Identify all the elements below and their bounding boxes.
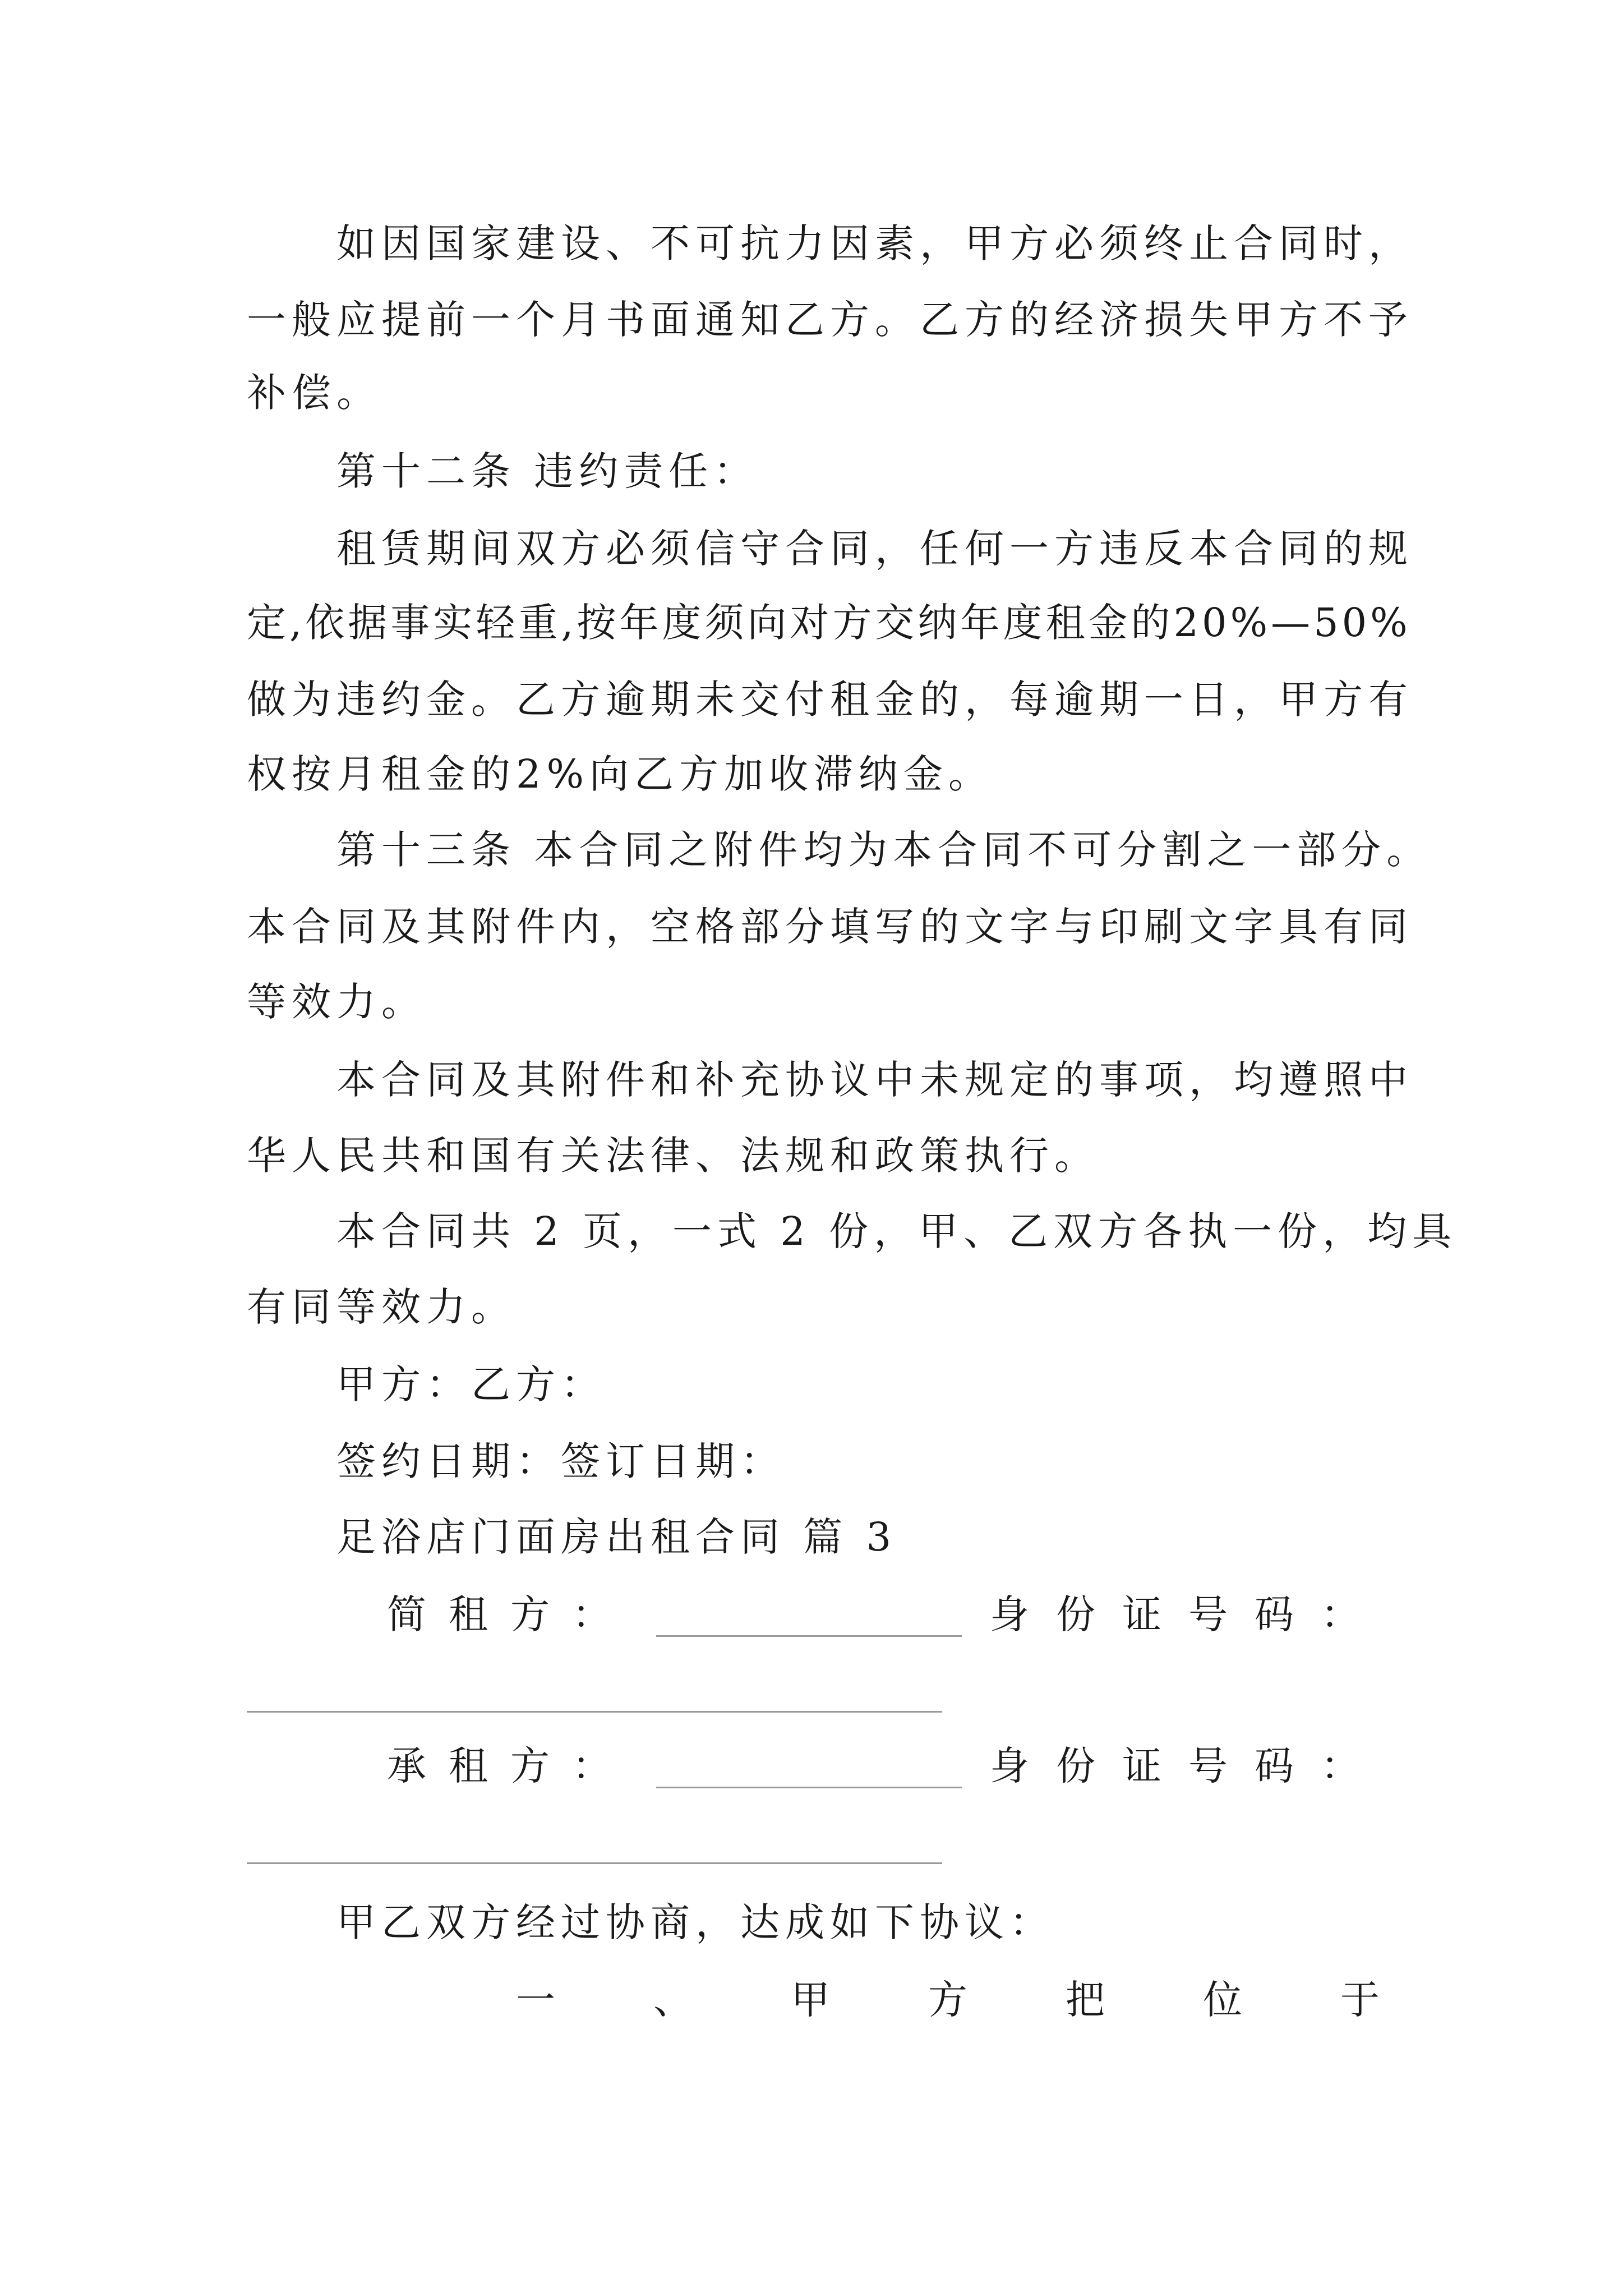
lessor-id-label-char: ： xyxy=(1321,1591,1360,1637)
copies-paragraph-line-2: 有同等效力。 xyxy=(247,1284,516,1330)
clause-1-char: 位 xyxy=(1203,1977,1242,2023)
lessor-id-label-char: 份 xyxy=(1056,1591,1095,1637)
lessor-id-label-char: 号 xyxy=(1188,1591,1228,1637)
sign-date-line: 签约日期：签订日期： xyxy=(336,1438,785,1484)
article-13-line-3: 等效力。 xyxy=(247,979,426,1025)
article-12-line-2: 定,依据事实轻重,按年度须向对方交纳年度租金的20%—50% xyxy=(247,600,1411,646)
lessor-label xyxy=(387,1581,611,1648)
clause-1-char: 于 xyxy=(1340,1977,1380,2023)
lessee-label-char: 方 xyxy=(510,1743,550,1789)
lessee-id-label-char: 身 xyxy=(990,1743,1029,1789)
article-13-line-2: 本合同及其附件内，空格部分填写的文字与印刷文字具有同 xyxy=(247,904,1413,950)
clause-1-char: 甲 xyxy=(791,1977,830,2023)
lessor-label-char: 简 xyxy=(387,1591,426,1637)
agreement-intro: 甲乙双方经过协商，达成如下协议： xyxy=(336,1899,1054,1945)
article-13-line-1: 第十三条 本合同之附件均为本合同不可分割之一部分。 xyxy=(336,827,1432,873)
lessee-label-char: 租 xyxy=(449,1743,488,1789)
article-12-line-4: 权按月租金的2%向乙方加收滞纳金。 xyxy=(247,751,994,797)
lessor-label-char: 租 xyxy=(449,1591,488,1637)
law-paragraph-line-1: 本合同及其附件和补充协议中未规定的事项，均遵照中 xyxy=(336,1057,1413,1103)
para-termination-line-1: 如因国家建设、不可抗力因素，甲方必须终止合同时， xyxy=(336,220,1413,266)
section-title: 足浴店门面房出租合同 篇 3 xyxy=(336,1514,897,1560)
lessor-name-blank[interactable] xyxy=(656,1635,962,1637)
lessee-id-number-blank[interactable] xyxy=(247,1862,942,1864)
lessee-name-blank[interactable] xyxy=(656,1787,962,1788)
lessor-id-number-blank[interactable] xyxy=(247,1711,942,1713)
lessee-id-label-char: 份 xyxy=(1056,1743,1095,1789)
copies-paragraph-line-1: 本合同共 2 页，一式 2 份，甲、乙双方各执一份，均具 xyxy=(336,1208,1458,1254)
lessee-id-label-char: 号 xyxy=(1188,1743,1228,1789)
lessor-id-label-char: 身 xyxy=(990,1591,1029,1637)
clause-1-char: 一 xyxy=(516,1977,555,2023)
para-termination-line-2: 一般应提前一个月书面通知乙方。乙方的经济损失甲方不予 xyxy=(247,297,1413,343)
lessor-id-label-char: 证 xyxy=(1122,1591,1161,1637)
para-termination-line-3: 补偿。 xyxy=(247,370,381,416)
lessee-label-char: ： xyxy=(572,1743,611,1789)
lessor-label-char: ： xyxy=(572,1591,611,1637)
lessor-label-char: 方 xyxy=(510,1591,550,1637)
article-12-line-3: 做为违约金。乙方逾期未交付租金的，每逾期一日，甲方有 xyxy=(247,677,1413,723)
article-12-heading: 第十二条 违约责任： xyxy=(336,448,759,494)
clause-1-char: 、 xyxy=(653,1977,693,2023)
lessee-id-label xyxy=(990,1732,1360,1800)
lessee-id-label-char: 证 xyxy=(1122,1743,1161,1789)
lessor-id-label xyxy=(990,1581,1360,1648)
clause-1-char: 方 xyxy=(928,1977,967,2023)
lessee-id-label-char: 码 xyxy=(1255,1743,1294,1789)
clause-1-line xyxy=(516,1966,1380,2033)
article-12-line-1: 租赁期间双方必须信守合同，任何一方违反本合同的规 xyxy=(336,526,1413,572)
lessor-id-label-char: 码 xyxy=(1255,1591,1294,1637)
lessee-label-char: 承 xyxy=(387,1743,426,1789)
lessee-id-label-char: ： xyxy=(1321,1743,1360,1789)
clause-1-char: 把 xyxy=(1066,1977,1105,2023)
parties-line: 甲方：乙方： xyxy=(336,1361,606,1407)
law-paragraph-line-2: 华人民共和国有关法律、法规和政策执行。 xyxy=(247,1133,1099,1179)
lessee-label xyxy=(387,1732,611,1800)
